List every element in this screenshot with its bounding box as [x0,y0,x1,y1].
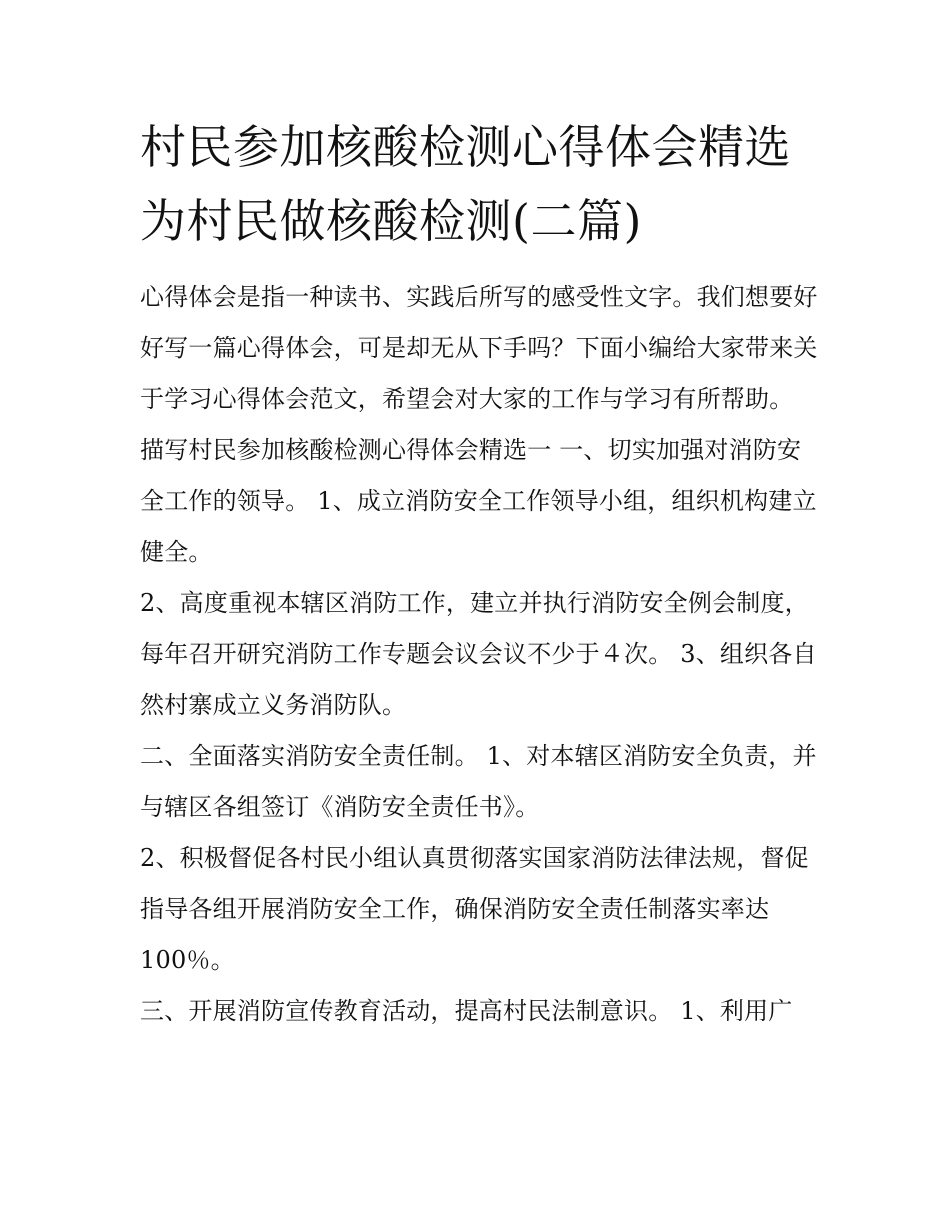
paragraph-intro: 心得体会是指一种读书、实践后所写的感受性文字。我们想要好好写一篇心得体会，可是却无从下手吗？下面小编给大家带来关于学习心得体会范文，希望会对大家的工作与学习有所帮助。 [140,283,818,413]
paragraph-leadership: 描写村民参加核酸检测心得体会精选一 一、切实加强对消防安全工作的领导。 1、成立消防安全工作领导小组，组织机构建立健全。 [140,436,817,566]
paragraph-meetings: 2、高度重视本辖区消防工作，建立并执行消防安全例会制度，每年召开研究消防工作专题会议会议不少于４次。 3、组织各自然村寨成立义务消防队。 [140,589,817,719]
document-title: 村民参加核酸检测心得体会精选 为村民做核酸检测(二篇) [140,120,791,248]
paragraph-responsibility: 二、全面落实消防安全责任制。 1、对本辖区消防安全负责，并与辖区各组签订《消防安全责任书》。 [140,742,817,821]
paragraph-implementation: 2、积极督促各村民小组认真贯彻落实国家消防法律法规，督促指导各组开展消防安全工作，确保消防安全责任制落实率达100％。 [140,844,809,974]
paragraph-education: 三、开展消防宣传教育活动，提高村民法制意识。 1、利用广 [140,997,793,1025]
document-page [140,110,818,1037]
